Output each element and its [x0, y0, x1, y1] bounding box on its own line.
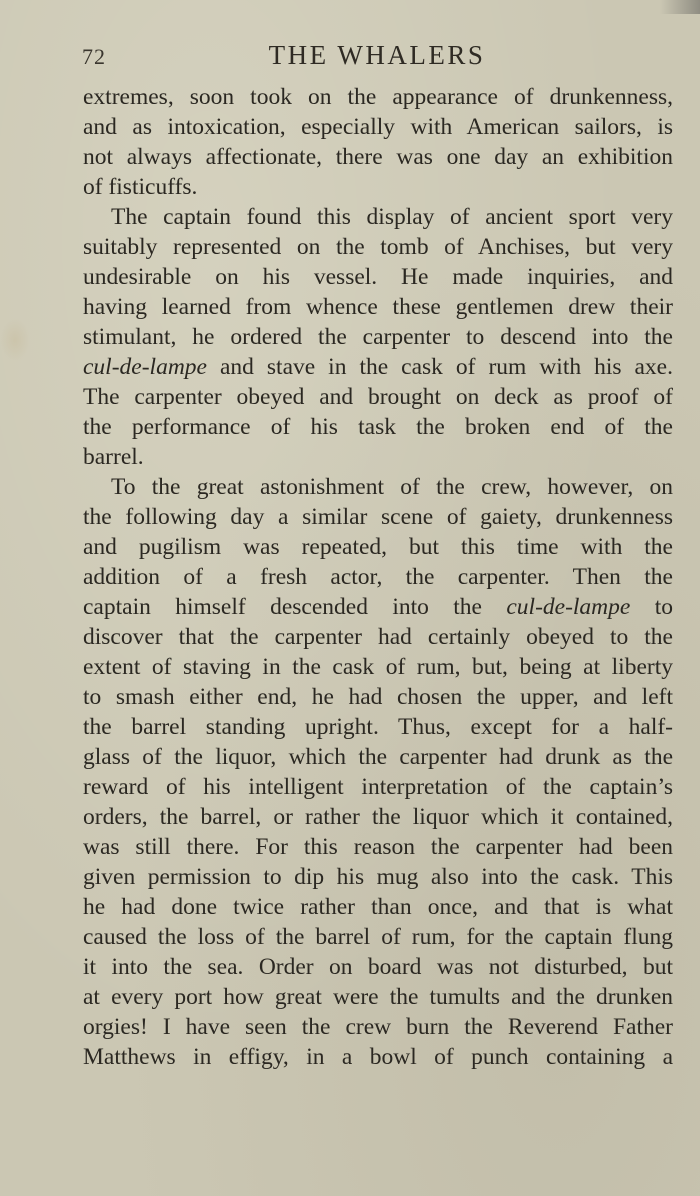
text-line: To the great astonishment of the crew, however, on	[111, 474, 673, 500]
text-line: the barrel standing upright. Thus, except for a half-	[83, 714, 673, 740]
text-segment: captain himself descended into the	[83, 594, 507, 620]
text-line: Matthews in effigy, in a bowl of punch containing a	[83, 1044, 673, 1070]
text-line: stimulant, he ordered the carpenter to descend into the	[83, 324, 673, 350]
page-number: 72	[82, 44, 106, 69]
text-line: extremes, soon took on the appearance of drunkenness,	[83, 84, 673, 110]
text-line: barrel.	[83, 444, 144, 470]
text-line: suitably represented on the tomb of Anchises, but very	[83, 234, 673, 260]
text-line: and pugilism was repeated, but this time with the	[83, 534, 673, 560]
running-title: THE WHALERS	[268, 40, 486, 70]
text-line: the performance of his task the broken end of the	[83, 414, 673, 440]
text-line: given permission to dip his mug also into the cask. This	[83, 864, 673, 890]
italic-term: cul-de-lampe	[506, 594, 631, 620]
text-line: he had done twice rather than once, and that is what	[83, 894, 673, 920]
italic-term: cul-de-lampe	[83, 354, 207, 380]
paper-stain	[0, 318, 30, 362]
text-line: addition of a fresh actor, the carpenter. Then the	[83, 564, 673, 590]
text-line: having learned from whence these gentlemen drew their	[83, 294, 673, 320]
text-line	[83, 592, 673, 622]
text-line: to smash either end, he had chosen the upper, and left	[83, 684, 673, 710]
text-line: the following day a similar scene of gaiety, drunkenness	[83, 504, 673, 530]
text-line: The carpenter obeyed and brought on deck as proof of	[83, 384, 673, 410]
text-line: extent of staving in the cask of rum, but, being at liberty	[83, 654, 673, 680]
text-line: The captain found this display of ancient sport very	[111, 204, 673, 230]
text-line: was still there. For this reason the carpenter had been	[83, 834, 673, 860]
text-line: caused the loss of the barrel of rum, for the captain flung	[83, 924, 673, 950]
running-head	[82, 40, 672, 80]
text-line: it into the sea. Order on board was not disturbed, but	[83, 954, 673, 980]
text-line: discover that the carpenter had certainly obeyed to the	[83, 624, 673, 650]
text-line: reward of his intelligent interpretation of the captain’s	[83, 774, 673, 800]
text-line: orders, the barrel, or rather the liquor which it contained,	[83, 804, 673, 830]
body-text	[83, 82, 673, 1072]
text-line: glass of the liquor, which the carpenter had drunk as the	[83, 744, 673, 770]
scan-corner-mark	[660, 0, 700, 14]
text-line: and as intoxication, especially with American sailors, is	[83, 114, 673, 140]
text-line: orgies! I have seen the crew burn the Reverend Father	[83, 1014, 673, 1040]
text-line: of fisticuffs.	[83, 174, 198, 200]
text-segment: and stave in the cask of rum with his axe.	[206, 354, 673, 380]
text-line: at every port how great were the tumults and the drunken	[83, 984, 673, 1010]
text-line: undesirable on his vessel. He made inquiries, and	[83, 264, 673, 290]
text-line	[83, 352, 673, 382]
text-segment: to	[630, 594, 673, 620]
text-line: not always affectionate, there was one day an exhibition	[83, 144, 673, 170]
